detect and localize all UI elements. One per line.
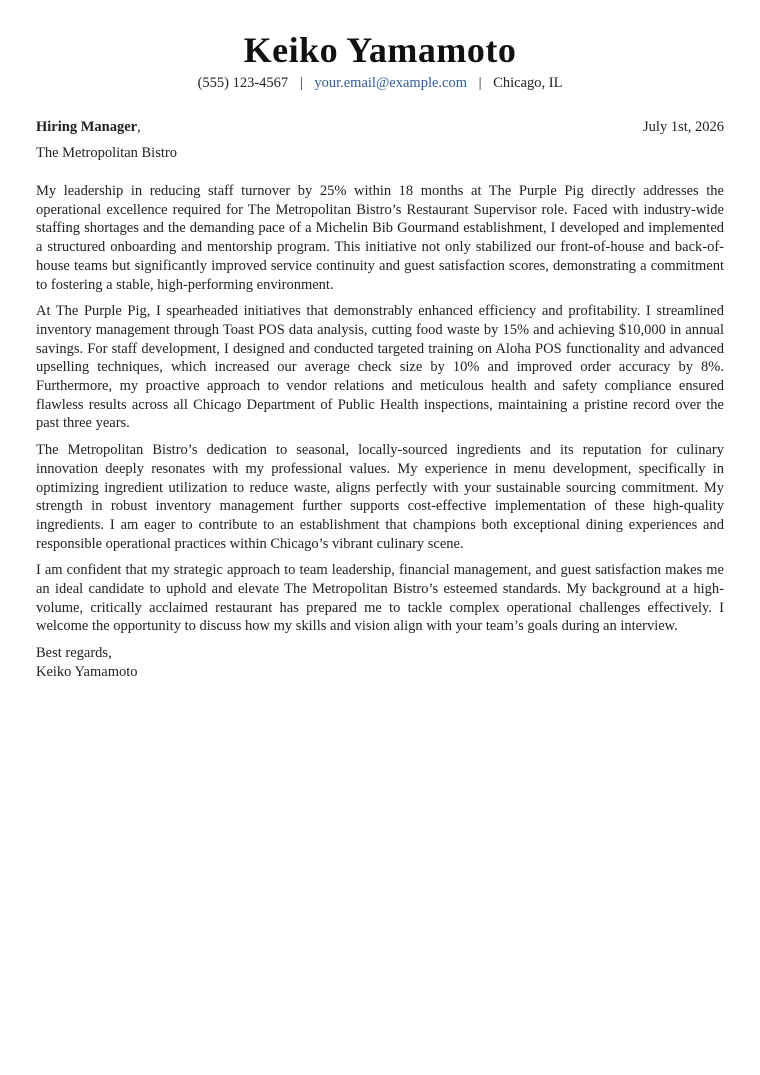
body-paragraph: The Metropolitan Bistro’s dedication to seasonal, locally-sourced ingredients and its reputation for culinary innovation deeply resonates with my professional values. My experience in menu development, specifically in optimizing ingredient utilization to reduce waste, aligns perfectly with your sustainable sourcing commitment. My strength in robust inventory management further supports cost-effective implementation of these high-quality ingredients. I am eager to contribute to an establishment that champions both exceptional dining experiences and responsible operational practices within Chicago’s vibrant culinary scene.: [36, 442, 724, 552]
phone-number: (555) 123-4567: [197, 75, 289, 91]
contact-separator: |: [478, 75, 482, 91]
recipient-name: Hiring Manager: [36, 119, 138, 135]
contact-separator: |: [299, 75, 303, 91]
salutation-row: [36, 117, 724, 137]
body-paragraph: At The Purple Pig, I spearheaded initiatives that demonstrably enhanced efficiency and profitability. I streamlined inventory management through Toast POS data analysis, cutting food waste by 15% and achieving $10,000 in annual savings. For staff development, I designed and conducted targeted training on Aloha POS functionality and advanced upselling techniques, which increased our average check size by 10% and improved order accuracy by 8%. Furthermore, my proactive approach to vendor relations and meticulous health and safety compliance ensured flawless results across all Chicago Department of Public Health inspections, maintaining a pristine record over the past three years.: [36, 303, 724, 432]
recipient: [36, 117, 141, 137]
body-paragraph: I am confident that my strategic approach to team leadership, financial management, and guest satisfaction makes me an ideal candidate to uphold and elevate The Metropolitan Bistro’s esteemed standards. My background at a high-volume, critically acclaimed restaurant has prepared me to tackle complex operational challenges effectively. I welcome the opportunity to discuss how my skills and vision align with your team’s goals during an interview.: [36, 562, 724, 635]
signoff-block: [36, 644, 724, 682]
body-paragraph: My leadership in reducing staff turnover by 25% within 18 months at The Purple Pig directly addresses the operational excellence required for The Metropolitan Bistro’s Restaurant Supervisor role. Faced with industry-wide staffing shortages and the demanding pace of a Michelin Bib Gourmand establishment, I developed and implemented a structured onboarding and mentorship program. This initiative not only stabilized our front-of-house and back-of-house teams but significantly improved service continuity and guest satisfaction scores, demonstrating a commitment to fostering a stable, high-performing environment.: [36, 183, 724, 293]
recipient-comma: ,: [137, 119, 141, 135]
location: Chicago, IL: [493, 75, 563, 91]
letter-body: [36, 182, 724, 636]
letter-date: July 1st, 2026: [643, 119, 724, 135]
email-link[interactable]: your.email@example.com: [314, 75, 468, 91]
closing-phrase: Best regards,: [36, 645, 112, 662]
contact-line: [36, 73, 724, 93]
signature-name: Keiko Yamamoto: [36, 664, 138, 681]
company-name: The Metropolitan Bistro: [36, 145, 177, 161]
applicant-name: Keiko Yamamoto: [243, 30, 517, 70]
